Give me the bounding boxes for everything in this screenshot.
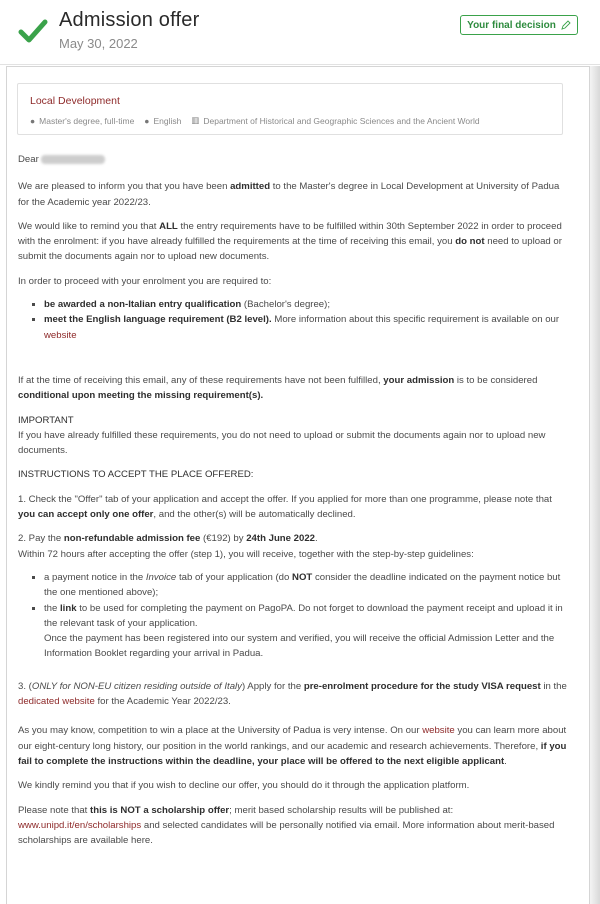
greeting: Dear — [18, 152, 568, 167]
list-item: ▪ a payment notice in the Invoice tab of your application (do NOT consider the deadline indicated on the payment notice but the one mentioned above); — [44, 570, 568, 601]
list-item: ▪ be awarded a non-Italian entry qualification (Bachelor's degree); — [44, 297, 568, 312]
institution-icon: ▥ — [191, 115, 200, 125]
payment-list — [18, 570, 568, 662]
course-department: Department of Historical and Geographic Sciences and the Ancient World — [203, 115, 480, 126]
list-item: ▪ the link to be used for completing the payment on PagoPA. Do not forget to download the payment receipt and upload it in the relevant task of your application. Once the payment has been registered into our system and verified, you will receive the official Admission Letter and the Information Booklet regarding your arrival in Padua. — [44, 601, 568, 662]
redacted-name — [41, 155, 105, 164]
page-title: Admission offer — [59, 9, 200, 31]
final-decision-label: Your final decision — [467, 19, 556, 31]
header-divider — [0, 64, 600, 65]
pencil-icon — [561, 20, 571, 30]
requirements-list — [18, 297, 568, 343]
step-3: 3. (ONLY for NON-EU citizen residing outside of Italy) Apply for the pre-enrolment procedure for the study VISA request in the dedicated website for the Academic Year 2022/23. — [18, 680, 567, 708]
paragraph-scholarship: Please note that this is NOT a scholarship offer; merit based scholarship results will be published at: www.unipd.it/en/scholarships and selected candidates will be personally notified via email. More information about merit-based scholarships are available here. — [18, 804, 555, 847]
scholarships-link[interactable]: www.unipd.it/en/scholarships — [18, 819, 142, 831]
important-heading: IMPORTANT — [18, 414, 74, 426]
instructions-heading: INSTRUCTIONS TO ACCEPT THE PLACE OFFERED: — [18, 469, 254, 481]
english-requirement-link[interactable]: website — [44, 329, 77, 341]
step-1: 1. Check the "Offer" tab of your application and accept the offer. If you applied for more than one programme, please note that you can accept only one offer, and the other(s) will be automatically declined. — [18, 493, 552, 521]
course-language: English — [153, 115, 182, 126]
step-2-detail: Within 72 hours after accepting the offer (step 1), you will receive, together with the step-by-step guidelines: — [18, 548, 474, 560]
step-2: 2. Pay the non-refundable admission fee (€192) by 24th June 2022. — [18, 533, 318, 545]
paragraph-enrolment-intro: In order to proceed with your enrolment you are required to: — [18, 275, 272, 287]
paragraph-requirements-reminder: We would like to remind you that ALL the entry requirements have to be fulfilled within 30th September 2022 in order to proceed with the enrolment: if you have already fulfilled the requirements at the time of receiving this email, you do not need to upload or submit the documents again nor to upload new documents. — [18, 220, 562, 263]
checkmark-icon — [18, 16, 48, 46]
final-decision-button[interactable] — [460, 15, 578, 35]
list-item: ▪ meet the English language requirement (B2 level). More information about this specific requirement is available on our website — [44, 312, 568, 343]
graduation-cap-icon: ● — [30, 115, 36, 126]
course-degree: Master's degree, full-time — [39, 115, 135, 126]
university-website-link[interactable]: website — [422, 725, 455, 737]
course-name: Local Development — [30, 95, 120, 107]
course-meta — [30, 115, 480, 126]
paragraph-conditional: If at the time of receiving this email, any of these requirements have not been fulfilled, your admission is to be considered conditional upon meeting the missing requirement(s). — [18, 374, 538, 402]
course-card — [17, 83, 563, 135]
paragraph-admitted: We are pleased to inform you that you have been admitted to the Master's degree in Local Development at University of Padua for the Academic year 2022/23. — [18, 181, 560, 208]
letter-body — [18, 152, 568, 848]
paragraph-decline: We kindly remind you that if you wish to decline our offer, you should do it through the application platform. — [18, 780, 470, 792]
scrollbar-track[interactable] — [590, 66, 600, 904]
offer-content[interactable] — [6, 66, 590, 904]
offer-header — [0, 0, 600, 64]
speech-bubble-icon: ● — [144, 115, 150, 126]
visa-website-link[interactable]: dedicated website — [18, 696, 95, 708]
important-text: If you have already fulfilled these requirements, you do not need to upload or submit the documents again nor to upload new documents. — [18, 429, 546, 457]
offer-date: May 30, 2022 — [59, 36, 138, 51]
paragraph-competition: As you may know, competition to win a place at the University of Padua is very intense. On our website you can learn more about our eight-century long history, our position in the world rankings, and our academic and research achievements. Therefore, if you fail to complete the instructions within the deadline, your place will be offered to the next eligible applicant. — [18, 725, 567, 767]
